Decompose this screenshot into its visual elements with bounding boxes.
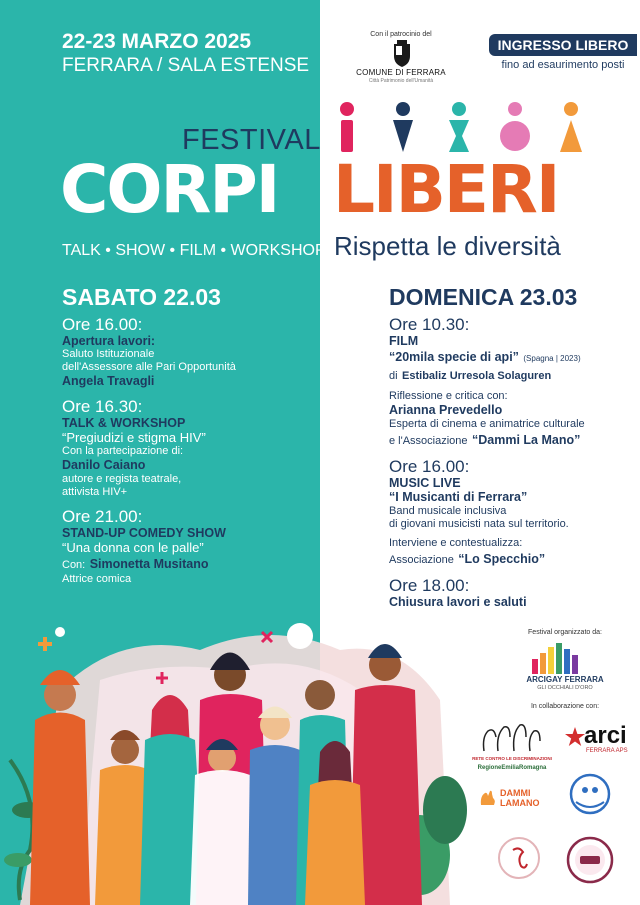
event-detail: di giovani musicisti nata sul territorio. — [389, 518, 569, 530]
sunday-event-2 — [389, 457, 639, 568]
event-title: FILM — [389, 334, 419, 348]
speaker-name: Simonetta Musitano — [89, 557, 209, 571]
association-name: “Dammi La Mano” — [471, 433, 581, 447]
film-title: “20mila specie di api” — [389, 350, 519, 364]
event-time: Ore 16.30: — [62, 397, 143, 416]
event-detail: Con la partecipazione di: — [62, 445, 184, 457]
sunday-schedule — [389, 284, 639, 618]
arcigay-rainbow-icon — [530, 641, 584, 674]
people-illustration — [0, 610, 470, 905]
event-dates: 22-23 MARZO 2025 — [62, 30, 252, 53]
event-title: Chiusura lavori e saluti — [389, 595, 527, 609]
comune-crest-icon — [391, 40, 413, 68]
director-line — [389, 366, 639, 384]
arci-name: arci — [584, 722, 627, 749]
title-liberi: LIBERI — [333, 151, 559, 228]
con-label: Con: — [62, 559, 86, 571]
availability-note: fino ad esaurimento posti — [501, 59, 625, 71]
gender-figures-icon — [336, 102, 582, 154]
event-detail: dell'Assessore alle Pari Opportunità — [62, 361, 236, 373]
arci-subtitle: FERRARA APS — [586, 748, 628, 754]
festival-label: FESTIVAL — [182, 124, 321, 156]
saturday-schedule — [62, 284, 312, 594]
event-detail: Band musicale inclusiva — [389, 505, 507, 517]
event-quote: “Una donna con le palle” — [62, 540, 204, 555]
association-line — [389, 431, 639, 449]
rete-name: RETE CONTRO LE DISCRIMINAZIONI — [472, 756, 552, 761]
event-detail: Saluto Istituzionale — [62, 348, 155, 360]
title-corpi: CORPI — [60, 151, 279, 228]
event-time: Ore 10.30: — [389, 315, 470, 334]
event-title: TALK & WORKSHOP — [62, 416, 186, 430]
saturday-event-2 — [62, 397, 312, 499]
event-detail: Interviene e contestualizza: — [389, 537, 523, 549]
film-title-line — [389, 348, 639, 366]
event-quote: “Pregiudizi e stigma HIV” — [62, 430, 206, 445]
association-line — [389, 550, 639, 568]
sunday-event-1 — [389, 315, 639, 449]
event-time: Ore 16.00: — [62, 315, 143, 334]
event-title: STAND-UP COMEDY SHOW — [62, 526, 226, 540]
arci-star-icon — [565, 727, 585, 747]
event-detail: Esperta di cinema e animatrice culturale — [389, 418, 585, 430]
comune-subtitle: Città Patrimonio dell'Umanità — [368, 78, 434, 84]
dammi-la-mano-name — [500, 788, 540, 808]
regione-name: RegioneEmiliaRomagna — [477, 765, 547, 771]
saturday-event-1 — [62, 315, 312, 389]
saturday-heading: SABATO 22.03 — [62, 284, 221, 310]
sunday-event-3 — [389, 576, 639, 610]
comune-name: COMUNE DI FERRARA — [356, 68, 446, 77]
event-time: Ore 21.00: — [62, 507, 143, 526]
dammi-hand-icon — [478, 788, 498, 808]
speaker-name: Arianna Prevedello — [389, 403, 503, 417]
sunday-heading: DOMENICA 23.03 — [389, 284, 578, 310]
dammi-line-1: DAMMI — [500, 788, 531, 798]
event-formats: TALK • SHOW • FILM • WORKSHOP — [62, 242, 326, 259]
band-name: “I Musicanti di Ferrara” — [389, 490, 528, 504]
event-detail: e l'Associazione — [389, 435, 468, 447]
event-detail: autore e regista teatrale, — [62, 473, 182, 485]
caro-logo-icon — [497, 836, 541, 880]
organized-by-label: Festival organizzato da: — [528, 629, 602, 636]
event-detail: attivista HIV+ — [62, 486, 128, 498]
event-detail: Attrice comica — [62, 573, 132, 585]
event-time: Ore 18.00: — [389, 576, 470, 595]
event-title: MUSIC LIVE — [389, 476, 461, 490]
event-time: Ore 16.00: — [389, 457, 470, 476]
lo-specchio-logo-icon — [566, 772, 614, 818]
event-detail: Riflessione e critica con: — [389, 390, 508, 402]
saturday-event-3 — [62, 507, 312, 586]
patrocinio-label: Con il patrocinio del — [370, 31, 432, 38]
event-title: Apertura lavori: — [62, 334, 156, 348]
director-prefix: di — [389, 370, 398, 382]
rete-hands-logo-icon — [476, 717, 546, 755]
arcigay-name: ARCIGAY FERRARA — [526, 675, 604, 684]
centro-donna-giustizia-logo-icon — [566, 836, 614, 884]
free-entry-badge: INGRESSO LIBERO — [489, 34, 637, 56]
collaboration-label: In collaborazione con: — [530, 703, 600, 710]
speaker-name: Angela Travagli — [62, 374, 155, 388]
event-detail: Associazione — [389, 554, 454, 566]
association-name: “Lo Specchio” — [458, 552, 546, 566]
event-place: FERRARA / SALA ESTENSE — [62, 55, 310, 76]
slogan: Rispetta le diversità — [334, 231, 561, 261]
dammi-line-2: LAMANO — [500, 798, 540, 808]
arcigay-subtitle: GLI OCCHIALI D'ORO — [537, 685, 593, 691]
film-meta: (Spagna | 2023) — [523, 354, 581, 363]
event-guest-line — [62, 555, 312, 573]
director-name: Estibaliz Urresola Solaguren — [402, 370, 552, 382]
speaker-name: Danilo Caiano — [62, 458, 146, 472]
